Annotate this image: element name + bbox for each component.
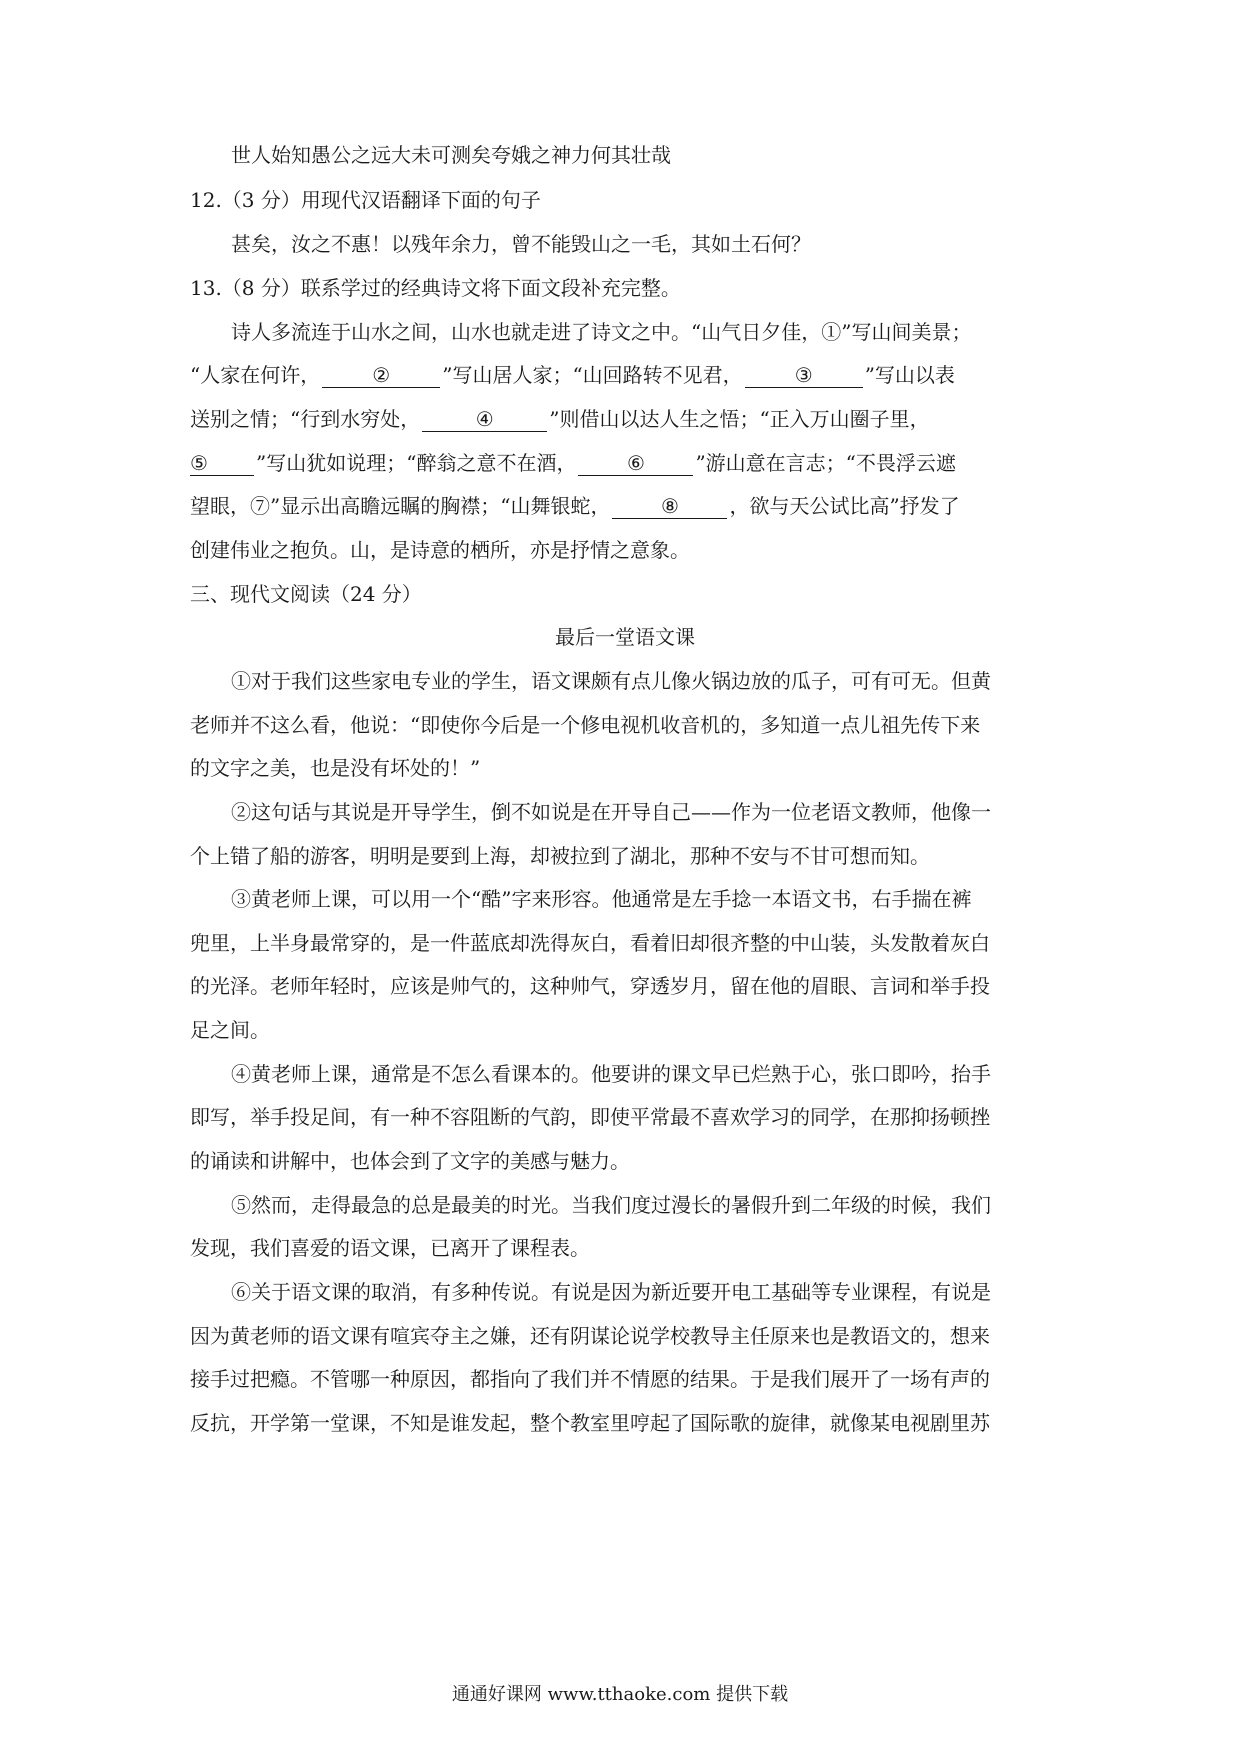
paragraph-line: 的诵读和讲解中，也体会到了文字的美感与魅力。 [190,1149,630,1173]
q13-line-5 [190,492,1060,520]
paragraph-line: ⑤然而，走得最急的总是最美的时光。当我们度过漫长的暑假升到二年级的时候，我们 [231,1193,991,1217]
q12-title: 12.（3 分）用现代汉语翻译下面的句子 [190,188,541,212]
q13-line-6: 创建伟业之抱负。山，是诗意的栖所，亦是抒情之意象。 [190,538,690,562]
section-heading: 三、现代文阅读（24 分） [190,582,422,606]
q13-text: ”游山意在言志；“不畏浮云遮 [695,451,956,475]
q13-line-1: 诗人多流连于山水之间，山水也就走进了诗文之中。“山气日夕佳，①”写山间美景； [231,320,972,344]
paragraph-line: ④黄老师上课，通常是不怎么看课本的。他要讲的课文早已烂熟于心，张口即吟，抬手 [231,1062,991,1086]
paragraph-line: 老师并不这么看，他说：“即使你今后是一个修电视机收音机的，多知道一点儿祖先传下来 [190,713,981,737]
paragraph-line: 个上错了船的游客，明明是要到上海，却被拉到了湖北，那种不安与不甘可想而知。 [190,844,930,868]
paragraph-line: 足之间。 [190,1018,270,1042]
fill-blank-2[interactable]: ② [322,363,440,388]
q13-text: ”写山犹如说理；“醉翁之意不在酒， [256,451,577,475]
q13-line-2 [190,361,1060,389]
q13-text: ”写山居人家；“山回路转不见君， [442,363,743,387]
q11-text-line: 世人始知愚公之远大未可测矣夸娥之神力何其壮哉 [231,143,671,167]
q13-text: 望眼，⑦”显示出高瞻远瞩的胸襟；“山舞银蛇， [190,494,611,518]
page-footer: 通通好课网 www.tthaoke.com 提供下载 [451,1684,789,1705]
paragraph-line: 兜里，上半身最常穿的，是一件蓝底却洗得灰白，看着旧却很齐整的中山装，头发散着灰白 [190,931,990,955]
paragraph-line: 发现，我们喜爱的语文课，已离开了课程表。 [190,1236,590,1260]
q13-title: 13.（8 分）联系学过的经典诗文将下面文段补充完整。 [190,276,681,300]
paragraph-line: 的文字之美，也是没有坏处的！” [190,756,481,780]
q13-text: ”写山以表 [864,363,955,387]
fill-blank-5[interactable]: ⑤ [190,451,254,476]
fill-blank-6[interactable]: ⑥ [578,451,693,476]
paragraph-line: 接手过把瘾。不管哪一种原因，都指向了我们并不情愿的结果。于是我们展开了一场有声的 [190,1367,990,1391]
paragraph-line: 的光泽。老师年轻时，应该是帅气的，这种帅气，穿透岁月，留在他的眉眼、言词和举手投 [190,974,990,998]
paragraph-line: ⑥关于语文课的取消，有多种传说。有说是因为新近要开电工基础等专业课程，有说是 [231,1280,991,1304]
paragraph-line: 反抗，开学第一堂课，不知是谁发起，整个教室里哼起了国际歌的旋律，就像某电视剧里苏 [190,1411,990,1435]
fill-blank-8[interactable]: ⑧ [612,494,727,519]
q13-text: “人家在何许， [190,363,321,387]
paragraph-line: ①对于我们这些家电专业的学生，语文课颇有点儿像火锅边放的瓜子，可有可无。但黄 [231,669,991,693]
q13-line-4 [190,449,1060,477]
q12-sentence: 甚矣，汝之不惠！以残年余力，曾不能毁山之一毛，其如土石何？ [231,232,811,256]
paragraph-line: ②这句话与其说是开导学生，倒不如说是在开导自己——作为一位老语文教师，他像一 [231,800,991,824]
paragraph-line: 因为黄老师的语文课有喧宾夺主之嫌，还有阴谋论说学校教导主任原来也是教语文的，想来 [190,1324,990,1348]
q13-text: 送别之情；“行到水穷处， [190,407,421,431]
q13-text: ，欲与天公试比高”抒发了 [729,494,960,518]
paragraph-line: 即写，举手投足间，有一种不容阻断的气韵，即使平常最不喜欢学习的同学，在那抑扬顿挫 [190,1105,990,1129]
paragraph-line: ③黄老师上课，可以用一个“酷”字来形容。他通常是左手捻一本语文书，右手揣在裤 [231,887,972,911]
q13-line-3 [190,405,1060,433]
fill-blank-4[interactable]: ④ [422,407,547,432]
q13-text: ”则借山以达人生之悟；“正入万山圈子里， [549,407,930,431]
article-title: 最后一堂语文课 [555,625,695,649]
fill-blank-3[interactable]: ③ [745,363,863,388]
